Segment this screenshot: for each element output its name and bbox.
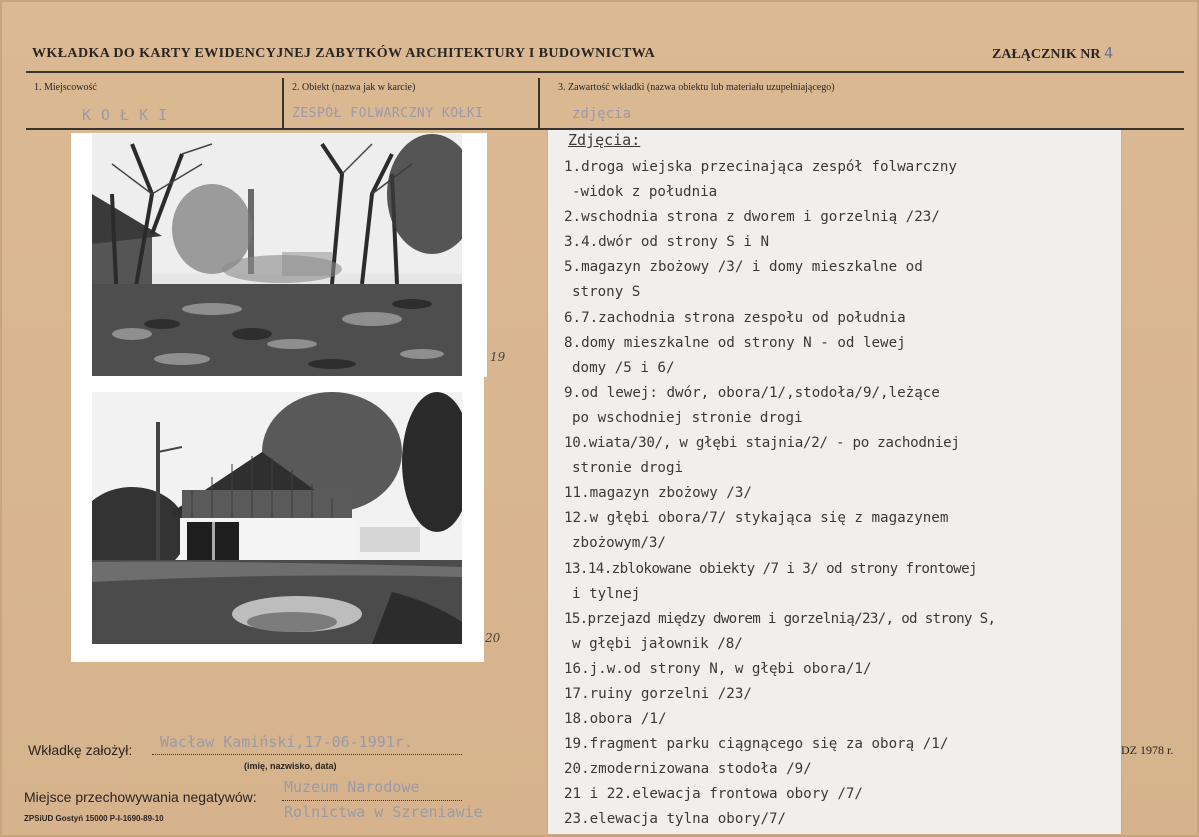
list-item: domy /5 i 6/ <box>572 359 675 376</box>
storage-dotline <box>282 800 462 801</box>
list-item: 6.7.zachodnia strona zespołu od południa <box>564 309 906 326</box>
field-label-contents: 3. Zawartość wkładki (nazwa obiektu lub materiału uzupełniającego) <box>558 82 835 93</box>
photo-20-number: 20 <box>485 631 501 645</box>
print-reference: ZPSiUD Gostyń 15000 P-I-1690-89-10 <box>24 814 164 823</box>
list-item: stronie drogi <box>572 460 684 477</box>
list-item: 19.fragment parku ciągnącego się za oborą /1/ <box>564 736 949 753</box>
founder-dotline <box>152 754 462 755</box>
founder-label: Wkładkę założył: <box>28 742 133 758</box>
header-rule-top <box>26 71 1184 73</box>
annex-label-text: ZAŁĄCZNIK NR <box>992 47 1101 62</box>
list-item: 12.w głębi obora/7/ stykająca się z magazynem <box>564 510 949 527</box>
list-item: -widok z południa <box>572 184 718 201</box>
list-item: 15.przejazd między dworem i gorzelnią/23/, od strony S, <box>564 610 996 627</box>
founder-sub-label: (imię, nazwisko, data) <box>244 761 337 771</box>
list-item: 16.j.w.od strony N, w głębi obora/1/ <box>564 660 872 677</box>
field-label-object: 2. Obiekt (nazwa jak w karcie) <box>292 82 416 93</box>
field-divider-1 <box>282 78 284 130</box>
photo-village-road-icon <box>92 134 462 376</box>
storage-value-line1: Muzeum Narodowe <box>284 778 420 796</box>
list-item: 5.magazyn zbożowy /3/ i domy mieszkalne od <box>564 259 923 276</box>
list-item: 23.elewacja tylna obory/7/ <box>564 811 787 828</box>
field-label-locality: 1. Miejscowość <box>34 82 97 93</box>
list-item: w głębi jałownik /8/ <box>572 635 743 652</box>
list-item: 11.magazyn zbożowy /3/ <box>564 485 752 502</box>
field-value-object: ZESPÓŁ FOLWARCZNY KOŁKI <box>292 106 484 121</box>
list-item: po wschodniej stronie drogi <box>572 409 803 426</box>
storage-label: Miejsce przechowywania negatywów: <box>24 789 257 805</box>
field-value-locality: KOŁKI <box>82 106 178 124</box>
list-item: 21 i 22.elewacja frontowa obory /7/ <box>564 786 863 803</box>
annex-number: 4 <box>1104 44 1114 62</box>
list-item: 1.droga wiejska przecinająca zespół folwarczny <box>564 159 957 175</box>
list-item: zbożowym/3/ <box>572 535 666 552</box>
photo-20 <box>71 377 484 662</box>
list-item: i tylnej <box>572 585 641 602</box>
photo-list <box>564 155 1124 833</box>
list-heading: Zdjęcia: <box>568 131 641 149</box>
field-value-contents: zdjęcia <box>572 106 632 122</box>
year-fragment: DZ 1978 r. <box>1121 743 1174 757</box>
photo-19-number: 19 <box>490 350 506 364</box>
list-item: 3.4.dwór od strony S i N <box>564 234 769 251</box>
storage-value-line2: Rolnictwa w Szreniawie <box>284 803 483 821</box>
photo-19 <box>71 133 487 377</box>
field-divider-2 <box>538 78 540 130</box>
list-item: 13.14.zblokowane obiekty /7 i 3/ od strony frontowej <box>564 560 977 577</box>
list-item: 8.domy mieszkalne od strony N - od lewej <box>564 334 906 351</box>
list-item: 17.ruiny gorzelni /23/ <box>564 685 752 702</box>
card-title: WKŁADKA DO KARTY EWIDENCYJNEJ ZABYTKÓW ARCHITEKTURY I BUDOWNICTWA <box>32 46 656 61</box>
list-item: 20.zmodernizowana stodoła /9/ <box>564 761 812 778</box>
founder-value: Wacław Kamiński,17-06-1991r. <box>160 733 413 751</box>
list-item: 2.wschodnia strona z dworem i gorzelnią /23/ <box>564 209 940 226</box>
list-item: 10.wiata/30/, w głębi stajnia/2/ - po zachodniej <box>564 435 960 452</box>
list-item: 9.od lewej: dwór, obora/1/,stodoła/9/,leżące <box>564 384 940 401</box>
list-item: strony S <box>572 284 641 301</box>
list-item: 18.obora /1/ <box>564 711 667 728</box>
photo-barn-puddle-icon <box>92 392 462 644</box>
annex-label <box>992 44 1113 63</box>
